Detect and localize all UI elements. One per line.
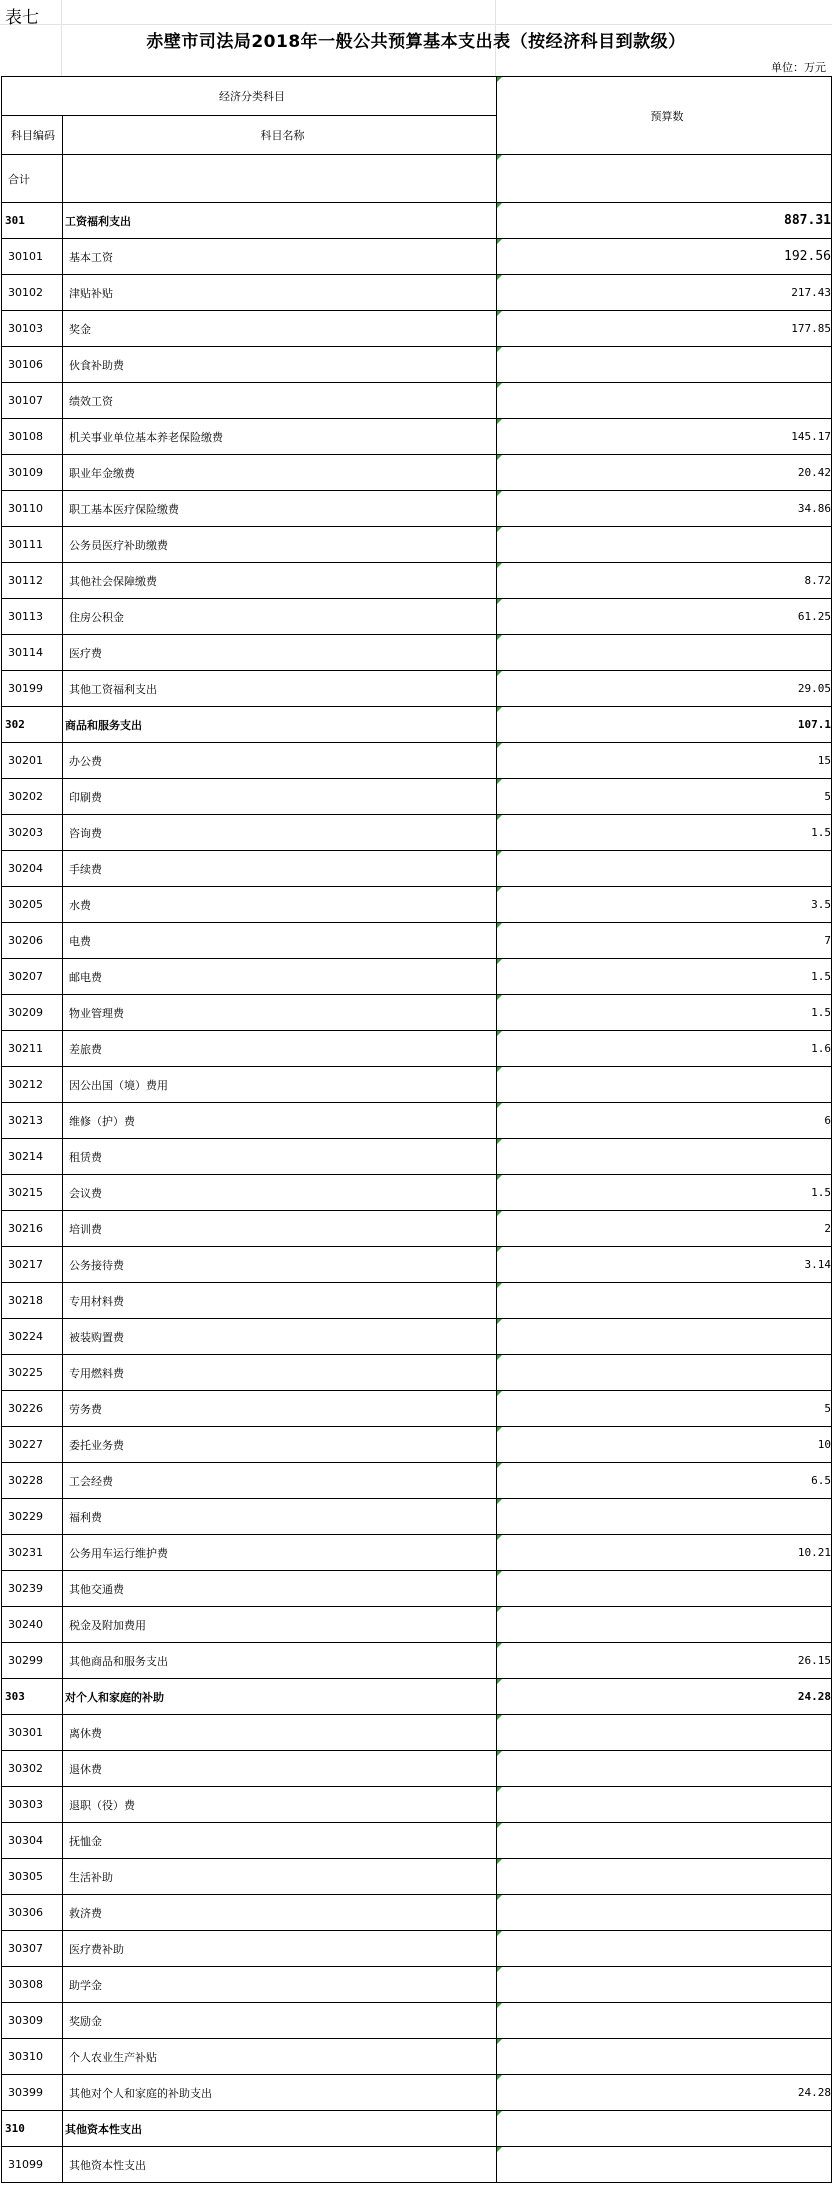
cell-name: 工会经费 bbox=[63, 1463, 497, 1499]
cell-budget-value: 10 bbox=[497, 1427, 832, 1463]
cell-code: 30229 bbox=[2, 1499, 63, 1535]
table-row bbox=[2, 419, 832, 455]
cell-name: 奖金 bbox=[63, 311, 497, 347]
cell-code: 30306 bbox=[2, 1895, 63, 1931]
cell-code: 30114 bbox=[2, 635, 63, 671]
table-row bbox=[2, 239, 832, 275]
cell-name: 其他商品和服务支出 bbox=[63, 1643, 497, 1679]
cell-name: 对个人和家庭的补助 bbox=[63, 1679, 497, 1715]
table-row bbox=[2, 959, 832, 995]
cell-name: 退职（役）费 bbox=[63, 1787, 497, 1823]
unit-row bbox=[0, 58, 832, 76]
cell-budget-value bbox=[497, 1931, 832, 1967]
cell-budget-value: 2 bbox=[497, 1211, 832, 1247]
table-row bbox=[2, 347, 832, 383]
table-row bbox=[2, 995, 832, 1031]
column-group-header: 经济分类科目 bbox=[2, 77, 497, 116]
category-row bbox=[2, 707, 832, 743]
cell-name: 离休费 bbox=[63, 1715, 497, 1751]
cell-name: 其他资本性支出 bbox=[63, 2147, 497, 2183]
cell-code: 30240 bbox=[2, 1607, 63, 1643]
cell-name: 医疗费补助 bbox=[63, 1931, 497, 1967]
cell-name: 公务接待费 bbox=[63, 1247, 497, 1283]
table-row bbox=[2, 1211, 832, 1247]
cell-name: 专用材料费 bbox=[63, 1283, 497, 1319]
cell-code: 30209 bbox=[2, 995, 63, 1031]
cell-code: 30214 bbox=[2, 1139, 63, 1175]
cell-budget-value bbox=[497, 1571, 832, 1607]
sheet-header-area bbox=[0, 0, 832, 58]
cell-budget-value bbox=[497, 2147, 832, 2183]
cell-budget-value: 3.14 bbox=[497, 1247, 832, 1283]
cell-code: 30111 bbox=[2, 527, 63, 563]
table-row bbox=[2, 1427, 832, 1463]
cell-budget-value: 145.17 bbox=[497, 419, 832, 455]
table-row bbox=[2, 779, 832, 815]
cell-budget-value bbox=[497, 1499, 832, 1535]
cell-name: 公务用车运行维护费 bbox=[63, 1535, 497, 1571]
category-row bbox=[2, 1679, 832, 1715]
cell-name: 福利费 bbox=[63, 1499, 497, 1535]
table-row bbox=[2, 1283, 832, 1319]
cell-budget-value bbox=[497, 2003, 832, 2039]
budget-table bbox=[1, 76, 832, 2183]
cell-code: 30203 bbox=[2, 815, 63, 851]
cell-code: 30218 bbox=[2, 1283, 63, 1319]
table-row bbox=[2, 887, 832, 923]
cell-code: 30304 bbox=[2, 1823, 63, 1859]
table-row bbox=[2, 1607, 832, 1643]
table-row bbox=[2, 1715, 832, 1751]
cell-name: 被装购置费 bbox=[63, 1319, 497, 1355]
cell-code: 30303 bbox=[2, 1787, 63, 1823]
total-name-cell bbox=[63, 155, 497, 203]
cell-name: 医疗费 bbox=[63, 635, 497, 671]
cell-budget-value bbox=[497, 1283, 832, 1319]
cell-name: 差旅费 bbox=[63, 1031, 497, 1067]
cell-name: 住房公积金 bbox=[63, 599, 497, 635]
cell-budget-value: 1.6 bbox=[497, 1031, 832, 1067]
cell-name: 税金及附加费用 bbox=[63, 1607, 497, 1643]
cell-name: 职业年金缴费 bbox=[63, 455, 497, 491]
table-row bbox=[2, 1139, 832, 1175]
cell-budget-value bbox=[497, 347, 832, 383]
category-row bbox=[2, 2111, 832, 2147]
cell-name: 津贴补贴 bbox=[63, 275, 497, 311]
table-row bbox=[2, 2075, 832, 2111]
cell-budget-value bbox=[497, 1823, 832, 1859]
cell-name: 其他对个人和家庭的补助支出 bbox=[63, 2075, 497, 2111]
table-row bbox=[2, 1895, 832, 1931]
cell-code: 30113 bbox=[2, 599, 63, 635]
cell-budget-value bbox=[497, 1715, 832, 1751]
cell-code: 30106 bbox=[2, 347, 63, 383]
table-row bbox=[2, 1067, 832, 1103]
cell-code: 30216 bbox=[2, 1211, 63, 1247]
cell-budget-value bbox=[497, 1787, 832, 1823]
table-row bbox=[2, 1391, 832, 1427]
cell-name: 邮电费 bbox=[63, 959, 497, 995]
cell-budget-value bbox=[497, 1967, 832, 2003]
cell-budget-value: 1.5 bbox=[497, 995, 832, 1031]
cell-budget-value bbox=[497, 2111, 832, 2147]
cell-budget-value: 7 bbox=[497, 923, 832, 959]
cell-budget-value: 15 bbox=[497, 743, 832, 779]
cell-name: 办公费 bbox=[63, 743, 497, 779]
cell-code: 30108 bbox=[2, 419, 63, 455]
cell-name: 个人农业生产补贴 bbox=[63, 2039, 497, 2075]
cell-code: 30224 bbox=[2, 1319, 63, 1355]
cell-name: 其他资本性支出 bbox=[63, 2111, 497, 2147]
cell-code: 30212 bbox=[2, 1067, 63, 1103]
table-row bbox=[2, 1463, 832, 1499]
cell-code: 30211 bbox=[2, 1031, 63, 1067]
table-row bbox=[2, 1535, 832, 1571]
cell-name: 生活补助 bbox=[63, 1859, 497, 1895]
cell-budget-value: 24.28 bbox=[497, 2075, 832, 2111]
cell-name: 会议费 bbox=[63, 1175, 497, 1211]
cell-name: 救济费 bbox=[63, 1895, 497, 1931]
table-row bbox=[2, 2003, 832, 2039]
cell-name: 租赁费 bbox=[63, 1139, 497, 1175]
cell-name: 专用燃料费 bbox=[63, 1355, 497, 1391]
cell-name: 机关事业单位基本养老保险缴费 bbox=[63, 419, 497, 455]
cell-code: 30227 bbox=[2, 1427, 63, 1463]
cell-name: 公务员医疗补助缴费 bbox=[63, 527, 497, 563]
table-row bbox=[2, 815, 832, 851]
cell-name: 工资福利支出 bbox=[63, 203, 497, 239]
cell-code: 30109 bbox=[2, 455, 63, 491]
cell-code: 30201 bbox=[2, 743, 63, 779]
cell-name: 因公出国（境）费用 bbox=[63, 1067, 497, 1103]
cell-code: 30102 bbox=[2, 275, 63, 311]
cell-name: 印刷费 bbox=[63, 779, 497, 815]
table-row bbox=[2, 1571, 832, 1607]
table-row bbox=[2, 1643, 832, 1679]
cell-budget-value: 5 bbox=[497, 1391, 832, 1427]
table-row bbox=[2, 1499, 832, 1535]
cell-code: 30302 bbox=[2, 1751, 63, 1787]
unit-label: 单位：万元 bbox=[771, 61, 826, 74]
cell-budget-value: 177.85 bbox=[497, 311, 832, 347]
cell-code: 30399 bbox=[2, 2075, 63, 2111]
table-row bbox=[2, 851, 832, 887]
cell-budget-value: 6.5 bbox=[497, 1463, 832, 1499]
table-row bbox=[2, 1823, 832, 1859]
table-number-label: 表七 bbox=[5, 8, 39, 28]
table-row bbox=[2, 311, 832, 347]
cell-budget-value bbox=[497, 527, 832, 563]
table-row bbox=[2, 2147, 832, 2183]
cell-name: 抚恤金 bbox=[63, 1823, 497, 1859]
table-row bbox=[2, 1859, 832, 1895]
cell-budget-value bbox=[497, 1067, 832, 1103]
cell-budget-value bbox=[497, 851, 832, 887]
cell-code: 30231 bbox=[2, 1535, 63, 1571]
cell-budget-value bbox=[497, 2039, 832, 2075]
cell-budget-value bbox=[497, 1319, 832, 1355]
cell-name: 水费 bbox=[63, 887, 497, 923]
cell-code: 30308 bbox=[2, 1967, 63, 2003]
cell-code: 30228 bbox=[2, 1463, 63, 1499]
cell-budget-value bbox=[497, 1355, 832, 1391]
cell-code: 30213 bbox=[2, 1103, 63, 1139]
cell-code: 30301 bbox=[2, 1715, 63, 1751]
table-row bbox=[2, 1931, 832, 1967]
category-row bbox=[2, 203, 832, 239]
cell-name: 培训费 bbox=[63, 1211, 497, 1247]
cell-budget-value: 24.28 bbox=[497, 1679, 832, 1715]
cell-code: 30101 bbox=[2, 239, 63, 275]
cell-budget-value: 887.31 bbox=[497, 203, 832, 239]
cell-budget-value bbox=[497, 1859, 832, 1895]
table-row bbox=[2, 1031, 832, 1067]
table-row bbox=[2, 1967, 832, 2003]
cell-code: 310 bbox=[2, 2111, 63, 2147]
cell-name: 咨询费 bbox=[63, 815, 497, 851]
cell-budget-value bbox=[497, 1607, 832, 1643]
table-row bbox=[2, 275, 832, 311]
table-row bbox=[2, 491, 832, 527]
cell-code: 30299 bbox=[2, 1643, 63, 1679]
cell-budget-value bbox=[497, 635, 832, 671]
cell-code: 302 bbox=[2, 707, 63, 743]
cell-name: 职工基本医疗保险缴费 bbox=[63, 491, 497, 527]
table-row bbox=[2, 671, 832, 707]
cell-budget-value: 1.5 bbox=[497, 1175, 832, 1211]
cell-code: 30225 bbox=[2, 1355, 63, 1391]
cell-budget-value: 6 bbox=[497, 1103, 832, 1139]
table-row bbox=[2, 1751, 832, 1787]
cell-code: 30204 bbox=[2, 851, 63, 887]
cell-name: 物业管理费 bbox=[63, 995, 497, 1031]
table-row bbox=[2, 743, 832, 779]
cell-budget-value: 10.21 bbox=[497, 1535, 832, 1571]
page-title: 赤壁市司法局2018年一般公共预算基本支出表（按经济科目到款级） bbox=[146, 32, 686, 52]
cell-code: 30239 bbox=[2, 1571, 63, 1607]
cell-code: 30199 bbox=[2, 671, 63, 707]
cell-name: 其他交通费 bbox=[63, 1571, 497, 1607]
cell-name: 商品和服务支出 bbox=[63, 707, 497, 743]
cell-name: 手续费 bbox=[63, 851, 497, 887]
cell-code: 30107 bbox=[2, 383, 63, 419]
table-row bbox=[2, 1175, 832, 1211]
table-row bbox=[2, 527, 832, 563]
cell-budget-value: 1.5 bbox=[497, 959, 832, 995]
cell-name: 退休费 bbox=[63, 1751, 497, 1787]
cell-name: 委托业务费 bbox=[63, 1427, 497, 1463]
cell-budget-value: 29.05 bbox=[497, 671, 832, 707]
cell-code: 301 bbox=[2, 203, 63, 239]
cell-code: 30205 bbox=[2, 887, 63, 923]
cell-code: 31099 bbox=[2, 2147, 63, 2183]
table-row bbox=[2, 1319, 832, 1355]
table-row bbox=[2, 599, 832, 635]
cell-name: 伙食补助费 bbox=[63, 347, 497, 383]
cell-name: 其他工资福利支出 bbox=[63, 671, 497, 707]
cell-code: 30207 bbox=[2, 959, 63, 995]
cell-budget-value bbox=[497, 383, 832, 419]
cell-budget-value: 8.72 bbox=[497, 563, 832, 599]
cell-name: 奖励金 bbox=[63, 2003, 497, 2039]
cell-code: 30307 bbox=[2, 1931, 63, 1967]
cell-budget-value: 5 bbox=[497, 779, 832, 815]
total-label: 合计 bbox=[2, 155, 63, 203]
cell-budget-value: 1.5 bbox=[497, 815, 832, 851]
cell-budget-value: 26.15 bbox=[497, 1643, 832, 1679]
table-row bbox=[2, 383, 832, 419]
table-row bbox=[2, 1355, 832, 1391]
column-header-budget: 预算数 bbox=[497, 77, 832, 155]
cell-code: 30309 bbox=[2, 2003, 63, 2039]
cell-code: 303 bbox=[2, 1679, 63, 1715]
table-row bbox=[2, 1787, 832, 1823]
cell-code: 30226 bbox=[2, 1391, 63, 1427]
table-row bbox=[2, 455, 832, 491]
cell-budget-value: 107.1 bbox=[497, 707, 832, 743]
total-value-cell bbox=[497, 155, 832, 203]
column-header-name: 科目名称 bbox=[63, 116, 497, 155]
table-row bbox=[2, 635, 832, 671]
cell-code: 30310 bbox=[2, 2039, 63, 2075]
table-row bbox=[2, 2039, 832, 2075]
table-row bbox=[2, 563, 832, 599]
cell-code: 30206 bbox=[2, 923, 63, 959]
cell-name: 电费 bbox=[63, 923, 497, 959]
cell-name: 基本工资 bbox=[63, 239, 497, 275]
cell-name: 维修（护）费 bbox=[63, 1103, 497, 1139]
table-row bbox=[2, 1247, 832, 1283]
table-row bbox=[2, 923, 832, 959]
cell-code: 30217 bbox=[2, 1247, 63, 1283]
cell-code: 30103 bbox=[2, 311, 63, 347]
cell-name: 助学金 bbox=[63, 1967, 497, 2003]
cell-budget-value bbox=[497, 1751, 832, 1787]
cell-budget-value: 217.43 bbox=[497, 275, 832, 311]
cell-code: 30215 bbox=[2, 1175, 63, 1211]
cell-code: 30305 bbox=[2, 1859, 63, 1895]
cell-budget-value: 192.56 bbox=[497, 239, 832, 275]
cell-name: 劳务费 bbox=[63, 1391, 497, 1427]
cell-code: 30202 bbox=[2, 779, 63, 815]
cell-budget-value: 61.25 bbox=[497, 599, 832, 635]
cell-budget-value: 34.86 bbox=[497, 491, 832, 527]
cell-code: 30110 bbox=[2, 491, 63, 527]
cell-budget-value: 3.5 bbox=[497, 887, 832, 923]
table-row bbox=[2, 1103, 832, 1139]
cell-budget-value: 20.42 bbox=[497, 455, 832, 491]
column-header-code: 科目编码 bbox=[2, 116, 63, 155]
cell-code: 30112 bbox=[2, 563, 63, 599]
cell-name: 绩效工资 bbox=[63, 383, 497, 419]
cell-budget-value bbox=[497, 1139, 832, 1175]
cell-name: 其他社会保障缴费 bbox=[63, 563, 497, 599]
cell-budget-value bbox=[497, 1895, 832, 1931]
